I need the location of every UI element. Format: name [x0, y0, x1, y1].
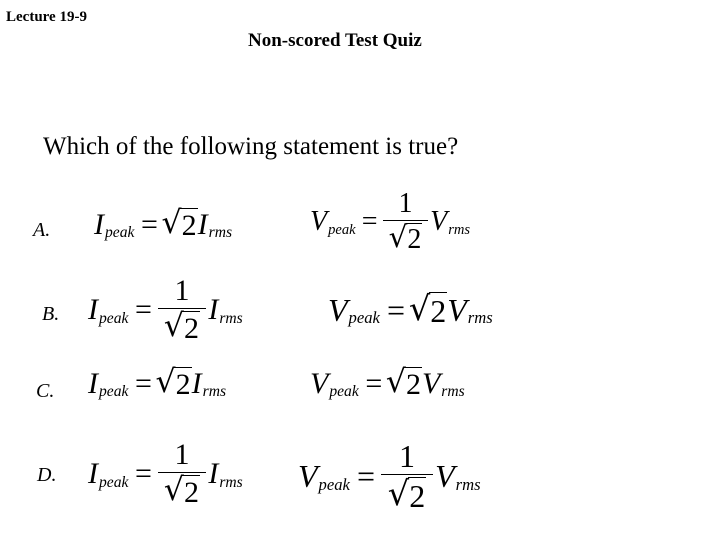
radical-sign-icon: √ — [408, 289, 431, 328]
equals-sign: = — [135, 457, 152, 490]
equals-sign: = — [135, 366, 152, 400]
option-c-label: C. — [36, 380, 55, 402]
lecture-number: Lecture 19-9 — [6, 9, 87, 25]
voltage-symbol: V — [435, 458, 455, 494]
option-a-current-equation — [94, 205, 233, 242]
current-symbol: I — [94, 207, 104, 241]
subscript-peak: peak — [329, 383, 359, 401]
page-title: Non-scored Test Quiz — [248, 30, 422, 51]
radical-sign-icon: √ — [163, 308, 184, 344]
equals-sign: = — [365, 366, 383, 400]
option-c-current-equation — [88, 364, 227, 401]
subscript-rms: rms — [219, 473, 243, 491]
radicand: 2 — [405, 368, 421, 401]
subscript-rms: rms — [467, 308, 493, 328]
numerator: 1 — [174, 274, 190, 307]
sqrt-two — [385, 364, 422, 401]
option-d-current-equation — [88, 440, 243, 508]
question-text: Which of the following statement is true? — [43, 133, 459, 160]
subscript-peak: peak — [105, 224, 135, 242]
radical-sign-icon: √ — [163, 472, 184, 508]
radicand: 2 — [181, 209, 197, 242]
subscript-rms: rms — [455, 474, 481, 494]
subscript-rms: rms — [202, 383, 227, 401]
current-symbol: I — [208, 293, 219, 326]
fraction-one-over-sqrt-two — [158, 276, 206, 344]
option-d-voltage-equation — [298, 440, 481, 512]
radical-sign-icon: √ — [155, 364, 176, 400]
radicand: 2 — [409, 478, 426, 514]
option-c-voltage-equation — [310, 364, 465, 401]
fraction-one-over-sqrt-two — [381, 440, 432, 512]
radicand: 2 — [407, 224, 422, 255]
equals-sign: = — [386, 291, 406, 328]
subscript-peak: peak — [328, 221, 356, 238]
current-symbol: I — [88, 293, 98, 326]
fraction-one-over-sqrt-two — [158, 440, 206, 508]
voltage-symbol: V — [310, 366, 329, 400]
equals-sign: = — [135, 293, 152, 326]
option-b-current-equation — [88, 276, 243, 344]
option-d-label: D. — [37, 464, 57, 486]
fraction-one-over-sqrt-two — [383, 190, 428, 254]
sqrt-two — [155, 364, 192, 401]
option-b-voltage-equation — [328, 289, 493, 329]
current-symbol: I — [88, 457, 98, 490]
subscript-rms: rms — [441, 383, 465, 401]
radicand: 2 — [183, 476, 199, 509]
voltage-symbol: V — [298, 458, 318, 494]
subscript-rms: rms — [219, 309, 243, 327]
sqrt-two — [164, 473, 200, 508]
equals-sign: = — [356, 458, 376, 494]
radical-sign-icon: √ — [385, 364, 406, 400]
subscript-peak: peak — [318, 474, 350, 494]
subscript-peak: peak — [99, 309, 129, 327]
subscript-peak: peak — [348, 308, 380, 328]
radical-sign-icon: √ — [161, 205, 182, 241]
radicand: 2 — [183, 312, 199, 345]
current-symbol: I — [208, 457, 219, 490]
sqrt-two — [388, 475, 426, 512]
radical-sign-icon: √ — [388, 220, 408, 254]
option-a-voltage-equation — [310, 190, 470, 254]
sqrt-two — [164, 309, 200, 344]
voltage-symbol: V — [430, 206, 448, 237]
subscript-rms: rms — [448, 221, 471, 238]
option-a-label: A. — [33, 219, 51, 241]
numerator: 1 — [398, 188, 413, 219]
current-symbol: I — [191, 366, 202, 400]
numerator: 1 — [174, 438, 190, 471]
sqrt-two — [408, 289, 447, 329]
equals-sign: = — [141, 207, 158, 241]
radical-sign-icon: √ — [387, 474, 410, 513]
current-symbol: I — [197, 207, 208, 241]
voltage-symbol: V — [310, 206, 328, 237]
radicand: 2 — [430, 293, 447, 329]
sqrt-two — [389, 221, 423, 254]
voltage-symbol: V — [421, 366, 441, 400]
subscript-peak: peak — [99, 383, 129, 401]
sqrt-two — [161, 205, 198, 242]
subscript-rms: rms — [208, 224, 233, 242]
current-symbol: I — [88, 366, 98, 400]
voltage-symbol: V — [447, 291, 467, 328]
numerator: 1 — [398, 438, 415, 474]
radicand: 2 — [175, 368, 191, 401]
voltage-symbol: V — [328, 291, 348, 328]
subscript-peak: peak — [99, 473, 129, 491]
equals-sign: = — [361, 206, 378, 237]
option-b-label: B. — [42, 303, 60, 325]
